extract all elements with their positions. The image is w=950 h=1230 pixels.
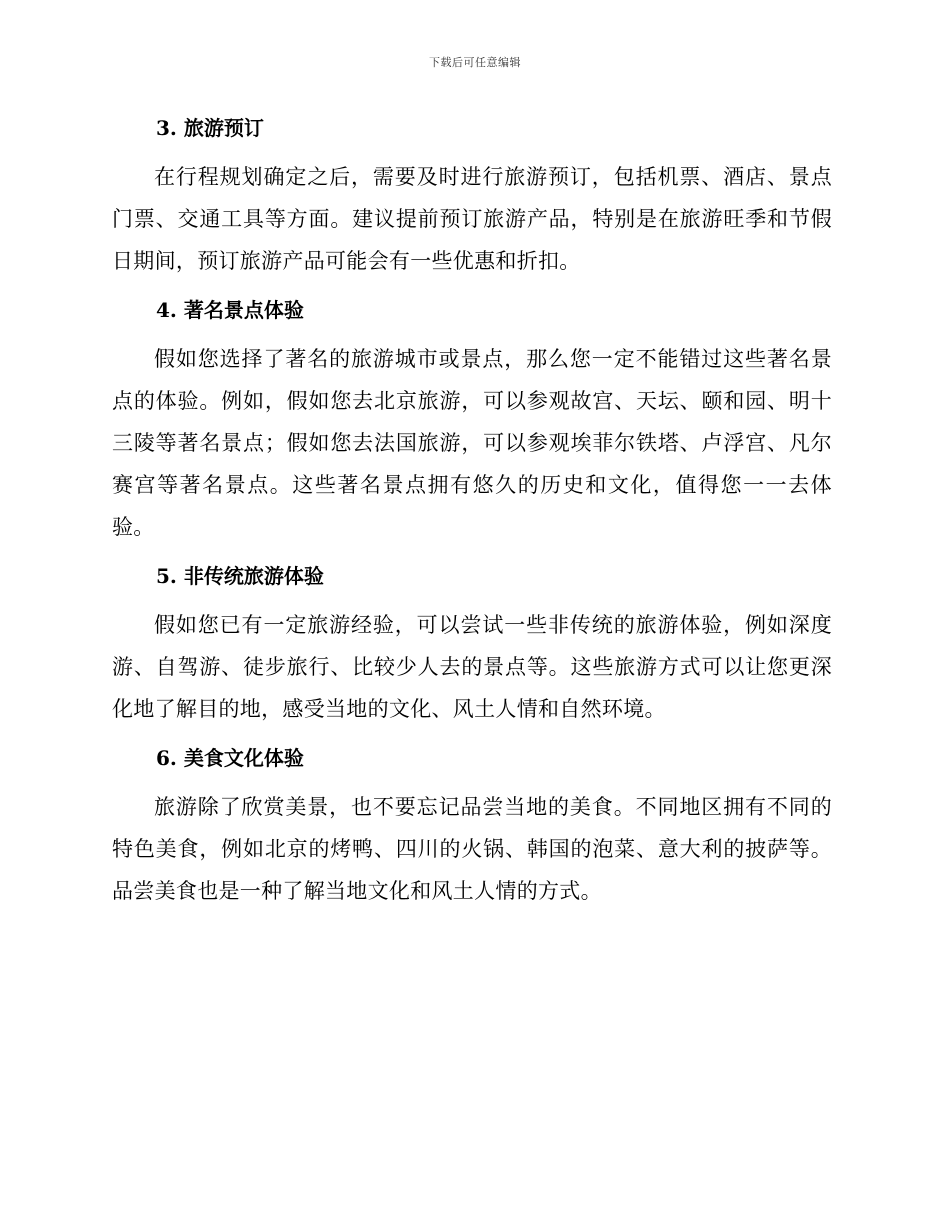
- section-food-culture: [112, 742, 832, 912]
- page-header: 下载后可任意编辑: [429, 56, 521, 69]
- section-nontraditional-travel: [112, 560, 832, 730]
- section-famous-sights: [112, 294, 832, 548]
- section-paragraph: 假如您已有一定旅游经验，可以尝试一些非传统的旅游体验，例如深度游、自驾游、徒步旅行、比较少人去的景点等。这些旅游方式可以让您更深化地了解目的地，感受当地的文化、风土人情和自然环境。: [112, 613, 832, 721]
- section-paragraph: 在行程规划确定之后，需要及时进行旅游预订，包括机票、酒店、景点门票、交通工具等方面。建议提前预订旅游产品，特别是在旅游旺季和节假日期间，预订旅游产品可能会有一些优惠和折扣。: [112, 165, 832, 273]
- section-paragraph: 假如您选择了著名的旅游城市或景点，那么您一定不能错过这些著名景点的体验。例如，假如您去北京旅游，可以参观故宫、天坛、颐和园、明十三陵等著名景点；假如您去法国旅游，可以参观埃菲尔铁塔、卢浮宫、凡尔赛宫等著名景点。这些著名景点拥有悠久的历史和文化，值得您一一去体验。: [112, 347, 832, 539]
- document-content: [112, 112, 832, 912]
- section-paragraph: 旅游除了欣赏美景，也不要忘记品尝当地的美食。不同地区拥有不同的特色美食，例如北京的烤鸭、四川的火锅、韩国的泡菜、意大利的披萨等。品尝美食也是一种了解当地文化和风土人情的方式。: [112, 795, 832, 903]
- section-booking: [112, 112, 832, 282]
- section-heading: 3. 旅游预订: [156, 116, 264, 140]
- section-heading: 4. 著名景点体验: [156, 298, 304, 322]
- section-heading: 5. 非传统旅游体验: [156, 564, 324, 588]
- section-heading: 6. 美食文化体验: [156, 746, 304, 770]
